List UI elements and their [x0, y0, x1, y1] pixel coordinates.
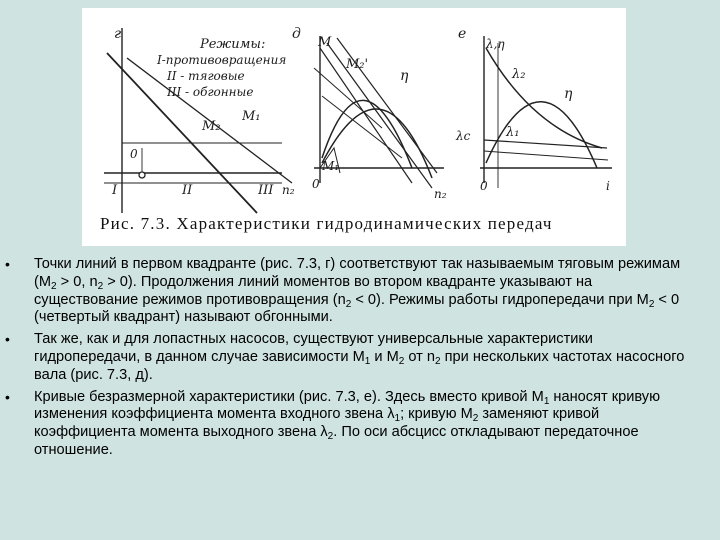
g-legend-title: Режимы: [200, 37, 266, 52]
text-part: при нескольких частотах насосного вала (рис. 7.3, д). [34, 348, 685, 383]
d-label-m1: M₁ [322, 159, 340, 173]
text-part: Кривые безразмерной характеристики (рис. 7.3, е). Здесь вместо кривой M [34, 388, 544, 405]
g-label-n2: n₂ [282, 183, 295, 197]
subscript: 2 [345, 298, 352, 310]
text-part: ; кривую M [400, 406, 473, 423]
figure-caption: Рис. 7.3. Характеристики гидродинамических передач [100, 214, 553, 233]
text-part: наносят кривую изменения коэффициента момента входного звена λ [34, 388, 661, 423]
g-region-3: III [258, 183, 274, 198]
g-label-m2: M₂ [202, 119, 221, 134]
g-legend-2: II - тяговые [167, 69, 245, 83]
e-label-lc: λc [456, 129, 471, 143]
e-label-zero: 0 [480, 179, 488, 193]
text-part: < 0 (четвертый квадрант) называют обгонными. [34, 291, 680, 326]
d-label-m: M [318, 35, 332, 50]
e-label-eta: η [564, 86, 573, 102]
figure-image [82, 8, 626, 246]
g-legend-3: III - обгонные [167, 85, 254, 99]
bullet-marker: • [5, 388, 10, 405]
subscript: 2 [97, 280, 104, 292]
e-label-axis: λ,η [486, 37, 505, 51]
subscript: 2 [51, 280, 57, 292]
subscript: 2 [648, 298, 655, 310]
g-region-1: I [112, 183, 118, 198]
subscript: 2 [398, 355, 405, 367]
bullet-text [34, 389, 690, 460]
subscript: 1 [394, 413, 401, 425]
d-label-eta: η [400, 68, 409, 84]
e-label-l2: λ₂ [512, 67, 526, 82]
subscript: 2 [472, 413, 479, 425]
d-label-n2: n₂ [434, 187, 447, 201]
subscript: 1 [364, 355, 371, 367]
bullet-item [0, 256, 720, 327]
e-letter: е [458, 26, 467, 42]
bullet-text [34, 256, 690, 327]
text-part: заменяют кривой коэффициента момента выходного звена λ [34, 406, 600, 441]
subscript: 2 [435, 355, 441, 367]
text-part: от n [404, 348, 436, 365]
g-letter: г [114, 26, 122, 42]
text-part: > 0). Продолжения линий моментов во втором квадранте указывают на существование режимов противовращения (n [34, 273, 593, 308]
text-part: и M [370, 348, 399, 365]
text-part: . По оси абсцисс откладывают передаточное отношение. [34, 424, 639, 458]
text-part: < 0). Режимы работы гидропередачи при M [351, 291, 649, 308]
bullet-marker: • [5, 331, 10, 348]
bullet-item [0, 331, 720, 384]
d-label-m2: M₂' [346, 57, 369, 72]
text-part: Точки линий в первом квадранте (рис. 7.3, г) соответствуют так называемым тяговым режимам (M [34, 256, 681, 290]
g-label-zero: 0 [130, 147, 138, 161]
g-region-2: II [182, 183, 193, 198]
bullet-item [0, 389, 720, 460]
g-label-m1: M₁ [242, 109, 261, 124]
bullet-marker: • [5, 256, 10, 272]
bullet-text [34, 331, 690, 384]
d-label-zero: 0 [312, 177, 320, 191]
figure-drawing [82, 8, 626, 246]
subscript: 2 [327, 431, 334, 443]
g-legend-1: I-противовращения [157, 53, 287, 67]
e-label-i: i [606, 179, 610, 193]
text-part: > 0, n [56, 273, 98, 290]
bullet-list [0, 256, 720, 460]
d-letter: д [292, 26, 301, 42]
text-part: Так же, как и для лопастных насосов, существуют универсальные характеристики гидропередачи, в данном случае зависимости M [34, 331, 593, 365]
subscript: 1 [543, 395, 550, 407]
e-label-l1: λ₁ [506, 125, 520, 140]
